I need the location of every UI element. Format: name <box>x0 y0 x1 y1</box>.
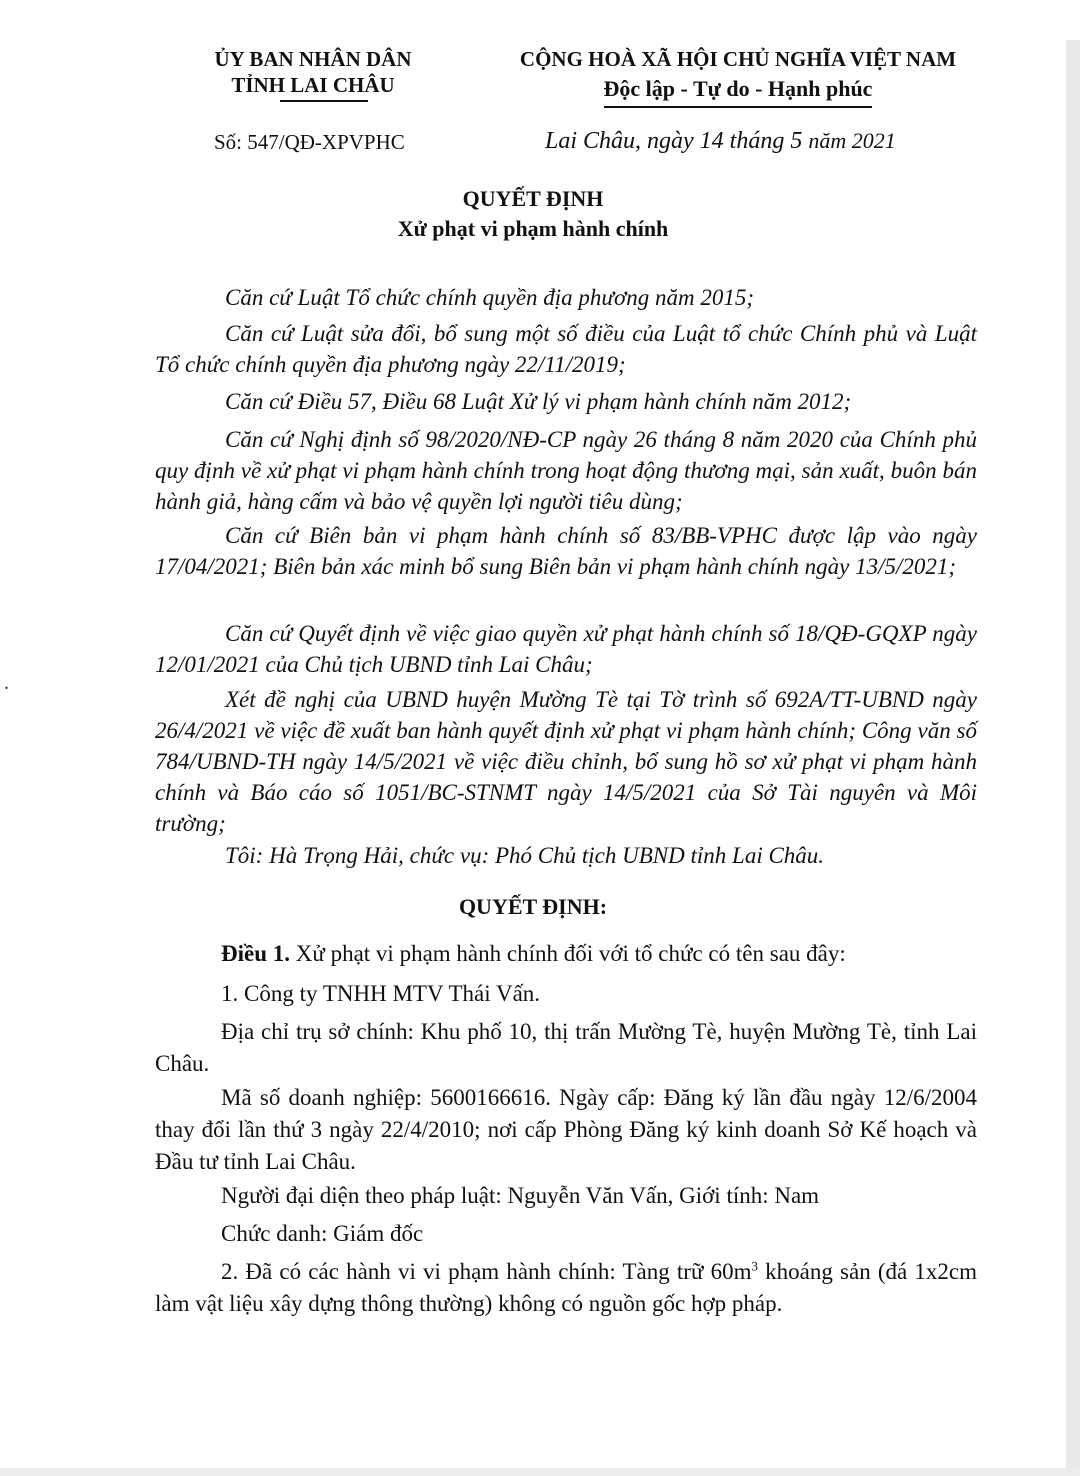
document-subtitle: Xử phạt vi phạm hành chính <box>397 216 669 241</box>
stray-mark: . <box>4 672 9 694</box>
article-1-label: Điều 1. <box>221 941 290 966</box>
national-motto: Độc lập - Tự do - Hạnh phúc <box>604 74 873 108</box>
document-title: QUYẾT ĐỊNH <box>462 186 604 211</box>
document-number: Số: 547/QĐ-XPVPHC <box>214 130 405 154</box>
document-date <box>545 128 896 155</box>
article-1: Điều 1. Xử phạt vi phạm hành chính đối với tổ chức có tên sau đây: <box>221 941 846 966</box>
preamble-8: Tôi: Hà Trọng Hải, chức vụ: Phó Chủ tịch UBND tỉnh Lai Châu. <box>225 843 825 868</box>
article-1-representative: Người đại diện theo pháp luật: Nguyễn Văn Vấn, Giới tính: Nam <box>221 1183 820 1208</box>
preamble-3: Căn cứ Điều 57, Điều 68 Luật Xử lý vi phạm hành chính năm 2012; <box>225 389 852 414</box>
authority-line-1: ỦY BAN NHÂN DÂN <box>214 47 412 71</box>
nation-name: CỘNG HOÀ XÃ HỘI CHỦ NGHĨA VIỆT NAM <box>519 47 957 71</box>
article-1-item-2: 2. Đã có các hành vi vi phạm hành chính: Tàng trữ $60m^3$ khoáng sản (đá 1x2cm làm vật liệu xây dựng thông thường) không có nguồn gốc hợp pháp. <box>155 1258 977 1316</box>
preamble-6: Căn cứ Quyết định về việc giao quyền xử phạt hành chính số 18/QĐ-GQXP ngày 12/01/2021 của Chủ tịch UBND tỉnh Lai Châu; <box>155 621 977 677</box>
page-edge-shadow <box>1066 40 1080 1476</box>
date-place: Lai Châu, ngày 14 tháng 5 <box>545 128 809 154</box>
national-header <box>488 44 988 108</box>
preamble-5: Căn cứ Biên bản vi phạm hành chính số 83/BB-VPHC được lập vào ngày 17/04/2021; Biên bản xác minh bổ sung Biên bản vi phạm hành chính ngày 13/5/2021; <box>155 523 977 579</box>
article-1-address: Địa chỉ trụ sở chính: Khu phố 10, thị trấn Mường Tè, huyện Mường Tè, tỉnh Lai Châu. <box>155 1019 977 1076</box>
preamble-7: Xét đề nghị của UBND huyện Mường Tè tại Tờ trình số 692A/TT-UBND ngày 26/4/2021 về việc đề xuất ban hành quyết định xử phạt vi phạm hành chính; Công văn số 784/UBND-TH ngày 14/5/2021 về việc điều chỉnh, bổ sung hồ sơ xử phạt vi phạm hành chính và Báo cáo số 1051/BC-STNMT ngày 14/5/2021 của Sở Tài nguyên và Môi trường; <box>155 687 977 836</box>
article-1-business-code: Mã số doanh nghiệp: 5600166616. Ngày cấp: Đăng ký lần đầu ngày 12/6/2004 thay đổi lần thứ 3 ngày 22/4/2010; nơi cấp Phòng Đăng ký kinh doanh Sở Kế hoạch và Đầu tư tỉnh Lai Châu. <box>155 1085 977 1174</box>
article-1-item-1: 1. Công ty TNHH MTV Thái Vấn. <box>221 981 541 1006</box>
article-1-position: Chức danh: Giám đốc <box>221 1221 424 1246</box>
preamble-2: Căn cứ Luật sửa đổi, bổ sung một số điều của Luật tổ chức Chính phủ và Luật Tổ chức chính quyền địa phương ngày 22/11/2019; <box>155 321 977 377</box>
issuing-authority <box>158 46 468 98</box>
authority-line-2: TỈNH LAI CHÂU <box>231 73 395 97</box>
decision-heading: QUYẾT ĐỊNH: <box>458 894 608 919</box>
date-year: năm 2021 <box>808 128 896 153</box>
authority-underline <box>280 100 368 102</box>
preamble-1: Căn cứ Luật Tổ chức chính quyền địa phương năm 2015; <box>225 285 755 310</box>
preamble-4: Căn cứ Nghị định số 98/2020/NĐ-CP ngày 26 tháng 8 năm 2020 của Chính phủ quy định về xử phạt vi phạm hành chính trong hoạt động thương mại, sản xuất, buôn bán hành giả, hàng cấm và bảo vệ quyền lợi người tiêu dùng; <box>155 427 977 514</box>
